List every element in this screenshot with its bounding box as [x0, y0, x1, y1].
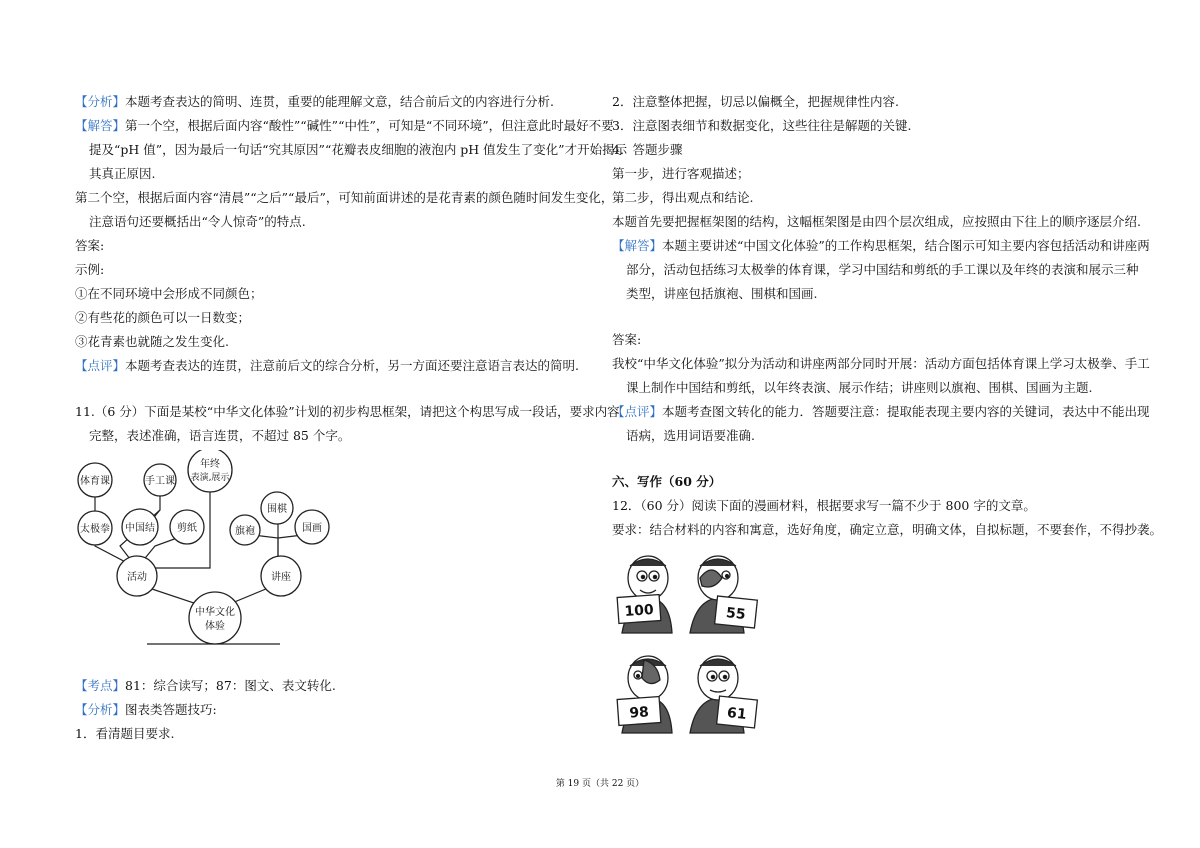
cartoon-panel-3	[617, 656, 672, 733]
label-jianzhi: 剪纸	[177, 523, 197, 534]
answer-2-line1: 【解答】本题主要讲述“中国文化体验”的工作构思框架，结合图示可知主要内容包括活动和讲座两	[612, 238, 1150, 253]
framework-diagram	[75, 450, 345, 650]
analysis-2: 【分析】图表类答题技巧:	[75, 702, 217, 717]
cartoon-score-4: 61	[726, 705, 748, 723]
tip-4: 4．答题步骤	[612, 142, 683, 157]
structure-note: 本题首先要把握框架图的结构，这幅框架图是由四个层次组成，应按照由下往上的顺序逐层介绍.	[612, 214, 1141, 229]
cartoon-panel-1	[617, 556, 672, 633]
label-qipao: 旗袍	[235, 526, 255, 537]
cartoon-panel-2	[690, 556, 757, 633]
question-11-line2: 完整，表述准确，语言连贯，不超过 85 个字。	[89, 428, 351, 443]
label-guohua: 国画	[302, 523, 322, 534]
answer-label-2: 答案:	[612, 332, 642, 347]
step-2: 第二步，得出观点和结论.	[612, 190, 754, 205]
analysis-tag: 【分析】	[75, 94, 126, 109]
analysis-1: 【分析】本题考查表达的简明、连贯，重要的能理解文意，结合前后文的内容进行分析.	[75, 94, 554, 109]
section-6-heading: 六、写作（60 分）	[612, 474, 722, 489]
label-nianzhong-2: 表演,展示	[190, 473, 230, 483]
node-nianzhong	[188, 450, 232, 492]
example-1: ①在不同环境中会形成不同颜色；	[75, 286, 263, 301]
cartoon-score-2: 55	[725, 605, 747, 623]
label-jiangzuo: 讲座	[271, 572, 291, 583]
cartoon-comic	[614, 548, 764, 743]
label-taiji: 太极拳	[80, 524, 110, 535]
cartoon-score-3: 98	[628, 704, 650, 722]
question-11-line1: 11.（6 分）下面是某校“中华文化体验”计划的初步构思框架，请把这个构思写成一段话，要求内容	[75, 404, 620, 419]
requirement: 要求：结合材料的内容和寓意，选好角度，确定立意，明确文体，自拟标题，不要套作，不得抄袭。	[612, 522, 1163, 537]
answer-1-line3: 其真正原因.	[89, 166, 156, 181]
example-3: ③花青素也就随之发生变化.	[75, 334, 229, 349]
review-2-line1: 【点评】本题考查图文转化的能力．答题要注意：提取能表现主要内容的关键词，表达中不能出现	[612, 404, 1150, 419]
review-tag-2: 【点评】	[612, 404, 663, 419]
blank-2-line2: 注意语句还要概括出“令人惊奇”的特点.	[89, 214, 306, 229]
label-root-1: 中华文化	[195, 607, 235, 618]
tip-3: 3．注意图表细节和数据变化，这些往往是解题的关键.	[612, 118, 912, 133]
cartoon-score-1: 100	[623, 601, 655, 620]
model-answer-line1: 我校“中华文化体验”拟分为活动和讲座两部分同时开展：活动方面包括体育课上学习太极拳、手工	[612, 356, 1150, 371]
example-2: ②有些花的颜色可以一日数变；	[75, 310, 251, 325]
model-answer-line2: 课上制作中国结和剪纸，以年终表演、展示作结；讲座则以旗袍、围棋、国画为主题.	[626, 380, 1093, 395]
tip-2: 2．注意整体把握，切忌以偏概全，把握规律性内容.	[612, 94, 899, 109]
tip-1: 1．看清题目要求.	[75, 726, 175, 741]
answer-1-line1: 【解答】第一个空，根据后面内容“酸性”“碱性”“中性”，可知是“不同环境”，但注意此时最好不要	[75, 118, 614, 133]
blank-2-line1: 第二个空，根据后面内容“清晨”“之后”“最后”，可知前面讲述的是花青素的颜色随时间发生变化，	[75, 190, 614, 205]
answer-tag-2: 【解答】	[612, 238, 663, 253]
answer-1-line2: 提及“pH 值”，因为最后一句话“究其原因”“花瓣表皮细胞的液泡内 pH 值发生了变化”才开始揭示	[89, 142, 628, 157]
answer-2-line2: 部分，活动包括练习太极拳的体育课，学习中国结和剪纸的手工课以及年终的表演和展示三种	[626, 262, 1139, 277]
answer-tag: 【解答】	[75, 118, 126, 133]
label-nianzhong-1: 年终	[200, 459, 220, 470]
label-zhongguojie: 中国结	[125, 523, 155, 534]
page-footer: 第 19 页（共 22 页）	[555, 779, 645, 789]
node-root	[189, 592, 241, 644]
label-shougong: 手工课	[145, 476, 175, 487]
kaodian: 【考点】81：综合读写；87：图文、表文转化.	[75, 678, 336, 693]
label-weiqi: 围棋	[267, 504, 287, 515]
review-tag: 【点评】	[75, 358, 126, 373]
label-tiyu: 体育课	[80, 476, 110, 487]
review-1: 【点评】本题考查表达的连贯，注意前后文的综合分析，另一方面还要注意语言表达的简明.	[75, 358, 579, 373]
review-2-line2: 语病，选用词语要准确.	[626, 428, 755, 443]
answer-2-line3: 类型，讲座包括旗袍、围棋和国画.	[626, 286, 818, 301]
cartoon-panel-4	[690, 656, 757, 733]
analysis-tag-2: 【分析】	[75, 702, 126, 717]
kaodian-tag: 【考点】	[75, 678, 126, 693]
example-label: 示例:	[75, 262, 105, 277]
step-1: 第一步，进行客观描述；	[612, 166, 750, 181]
label-huodong: 活动	[127, 572, 147, 583]
answer-label: 答案:	[75, 238, 105, 253]
label-root-2: 体验	[205, 621, 225, 632]
question-12: 12．（60 分）阅读下面的漫画材料，根据要求写一篇不少于 800 字的文章。	[612, 498, 1036, 513]
